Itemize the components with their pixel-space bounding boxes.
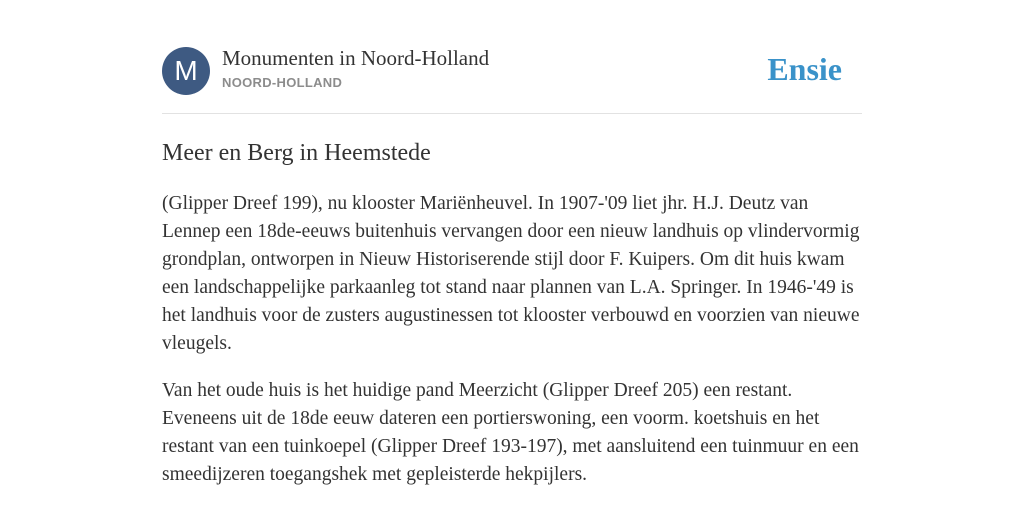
avatar[interactable]: M: [162, 47, 210, 95]
site-title-link[interactable]: Monumenten in Noord-Holland: [222, 46, 490, 70]
entry-card: [162, 0, 862, 485]
ensie-logo[interactable]: Ensie: [767, 51, 842, 87]
card-header: [162, 0, 862, 114]
article-title: Meer en Berg in Heemstede: [162, 140, 431, 166]
site-region-label: NOORD-HOLLAND: [222, 75, 343, 90]
article-paragraph-2: Van het oude huis is het huidige pand Meerzicht (Glipper Dreef 205) een restant. Eveneens uit de 18de eeuw dateren een portierswoning, een voorm. koetshuis en het restant van een tuinkoepel (Glipper Dreef 193-197), met aansluitend een tuinmuur en een smeedijzeren toegangshek met gepleisterde hekpijlers.: [162, 380, 859, 485]
article-paragraph-1: (Glipper Dreef 199), nu klooster Mariënheuvel. In 1907-'09 liet jhr. H.J. Deutz van Lennep een 18de-eeuws buitenhuis vervangen door een nieuw landhuis op vlindervormig grondplan, ontworpen in Nieuw Historiserende stijl door F. Kuipers. Om dit huis kwam een landschappelijke parkaanleg tot stand naar plannen van L.A. Springer. In 1946-'49 is het landhuis voor de zusters augustinessen tot klooster verbouwd en voorzien van nieuwe vleugels.: [162, 193, 860, 354]
